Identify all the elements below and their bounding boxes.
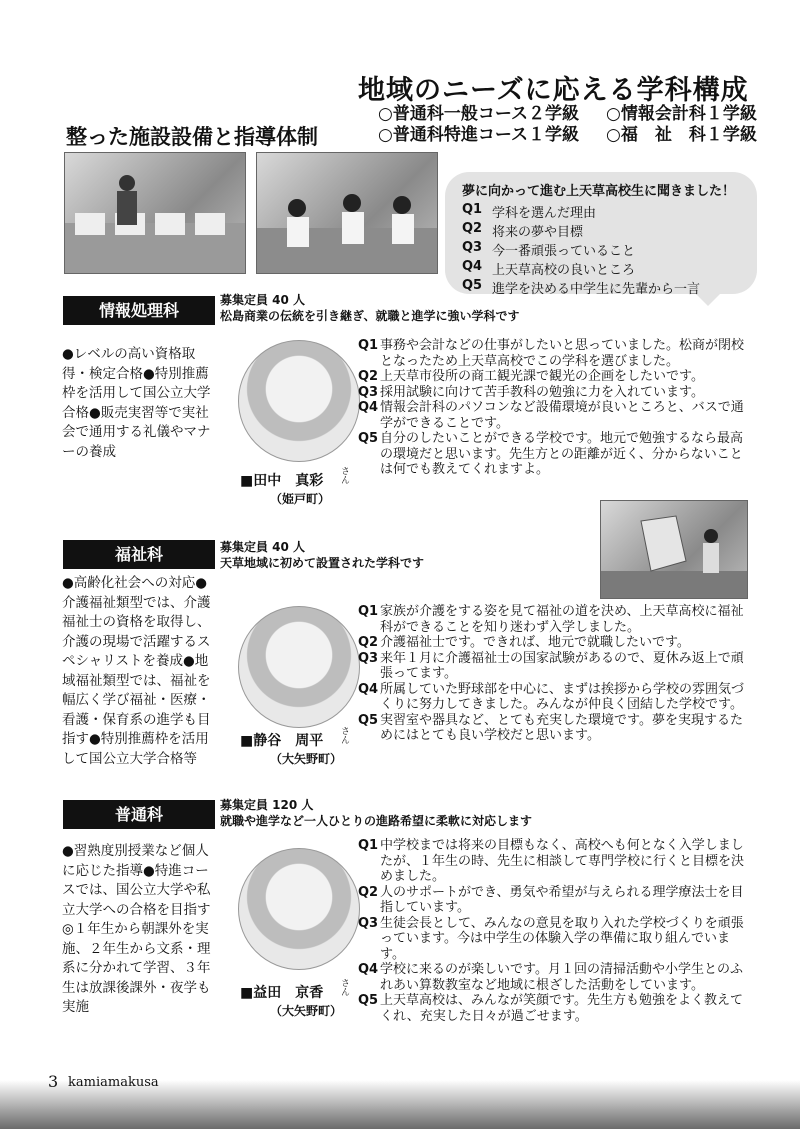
qa-item (358, 604, 752, 635)
qa-answer: 実習室や器具など、とても充実した環境です。夢を実現するためにはとても良い学校だと思います。 (380, 712, 743, 743)
qa-item (358, 682, 752, 713)
qa-question: Q5 (358, 712, 379, 728)
qa-question: Q2 (358, 369, 379, 384)
qa-answer: 採用試験に向けて苦手教科の勉強に力を入れています。 (380, 384, 704, 400)
question-text: 進学を決める中学生に先輩から一言 (492, 282, 701, 297)
page-number: 3 (48, 1072, 59, 1091)
qa-item (358, 916, 752, 963)
question-number: Q5 (462, 278, 483, 293)
qa-question: Q4 (358, 681, 379, 697)
student-town: （大矢野町） (270, 1004, 343, 1018)
qa-answer: 介護福祉士です。できれば、地元で就職したいです。 (380, 635, 690, 650)
student-town: （姫戸町） (270, 492, 331, 506)
qa-answer: 事務や会計などの仕事がしたいと思っていました。松商が閉校となったため上天草高校でこの学科を選びました。 (380, 338, 745, 369)
student-portrait (238, 848, 360, 970)
course-item: ○福 祉 科１学級 (606, 125, 757, 145)
classroom-photo (256, 152, 438, 274)
question-text: 今一番頑張っていること (492, 244, 636, 259)
qa-question: Q3 (358, 384, 379, 400)
question-text: 上天草高校の良いところ (492, 263, 636, 278)
qa-answer: 所属していた野球部を中心に、まずは挨拶から学校の雰囲気づくりに努力してきました。みんなが仲良く団結した学校です。 (380, 681, 745, 712)
bubble-question (462, 202, 596, 221)
qa-question: Q4 (358, 400, 379, 415)
student-town: （大矢野町） (270, 752, 343, 766)
course-item: ○普通科一般コース２学級 (378, 104, 579, 124)
qa-item (358, 635, 752, 651)
qa-item (358, 651, 752, 682)
dept-badge-info: 情報処理科 (63, 296, 215, 325)
bubble-title: 夢に向かって進む上天草高校生に聞きました！ (462, 184, 736, 199)
qa-list (358, 604, 752, 744)
qa-item (358, 993, 752, 1024)
qa-question: Q2 (358, 884, 379, 900)
qa-answer: 学校に来るのが楽しいです。月１回の清掃活動や小学生とのふれあい算数教室など地域に根ざした活動をしています。 (380, 962, 743, 993)
qa-item (358, 369, 752, 385)
honorific: さん (339, 466, 349, 484)
course-item: ○普通科特進コース１学級 (378, 125, 579, 145)
qa-item (358, 385, 752, 401)
qa-question: Q2 (358, 635, 379, 650)
question-text: 学科を選んだ理由 (492, 206, 597, 221)
question-number: Q1 (462, 202, 483, 217)
qa-question: Q4 (358, 962, 379, 977)
dept-description: ●習熟度別授業など個人に応じた指導●特進コースでは、国公立大学や私立大学への合格を目指す◎１年生から朝課外を実施、２年生から文系・理系に分かれて学習、３年生は放課後課外・夜学も実施 (62, 843, 211, 1015)
dept-badge-general: 普通科 (63, 800, 215, 829)
student-name: ■田中 真彩 (240, 473, 324, 489)
dept-tagline: 就職や進学など一人ひとりの進路希望に柔軟に対応します (220, 814, 533, 828)
dept-tagline: 松島商業の伝統を引き継ぎ、就職と進学に強い学科です (220, 309, 520, 323)
qa-question: Q1 (358, 838, 379, 853)
question-number: Q2 (462, 221, 483, 236)
qa-question: Q1 (358, 338, 379, 353)
dept-description: ●高齢化社会への対応●介護福祉類型では、介護福祉士の資格を取得し、介護の現場で活躍するスペシャリストを養成●地域福祉類型では、福祉を幅広く学び福祉・医療・看護・保育系の進学も目指す●特別推薦枠を活用して国公立大学合格等 (62, 575, 211, 767)
recruit-count: 募集定員 40 人 (220, 540, 306, 554)
qa-answer: 中学校までは将来の目標もなく、高校へも何となく入学しましたが、１年生の時、先生に相談して専門学校に行くと目標を決めました。 (380, 838, 745, 884)
qa-item (358, 431, 752, 478)
qa-item (358, 400, 752, 431)
qa-answer: 人のサポートができ、勇気や希望が与えられる理学療法士を目指しています。 (380, 884, 744, 915)
dept-badge-welfare: 福祉科 (63, 540, 215, 569)
qa-answer: 上天草市役所の商工観光課で観光の企画をしたいです。 (380, 369, 704, 384)
qa-answer: 家族が介護をする姿を見て福祉の道を決め、上天草高校に福祉科ができることを知り迷わず入学しました。 (380, 604, 744, 635)
honorific: さん (339, 726, 349, 744)
bubble-question (462, 259, 635, 278)
qa-item (358, 962, 752, 993)
footer-site: kamiamakusa (68, 1075, 159, 1090)
bubble-question (462, 240, 635, 259)
qa-question: Q3 (358, 650, 379, 666)
question-text: 将来の夢や目標 (492, 225, 584, 240)
classroom-image (65, 153, 245, 273)
facility-title: 整った施設設備と指導体制 (66, 125, 318, 149)
qa-answer: 生徒会長として、みんなの意見を取り入れた学校づくりを頑張っています。今は中学生の体験入学の準備に取り組んでいます。 (380, 915, 744, 962)
qa-item (358, 838, 752, 885)
classroom-image (257, 153, 437, 273)
qa-question: Q5 (358, 993, 379, 1008)
bubble-question (462, 278, 700, 297)
question-number: Q3 (462, 240, 483, 255)
honorific: さん (339, 978, 349, 996)
student-portrait (238, 606, 360, 728)
course-item: ○情報会計科１学級 (606, 104, 757, 124)
dept-tagline: 天草地域に初めて設置された学科です (220, 556, 425, 570)
qa-item (358, 338, 752, 369)
student-name: ■静谷 周平 (240, 733, 324, 749)
bubble-question (462, 221, 583, 240)
care-training-photo (600, 500, 748, 599)
qa-question: Q5 (358, 431, 379, 446)
student-name: ■益田 京香 (240, 985, 324, 1001)
question-number: Q4 (462, 259, 483, 274)
qa-question: Q3 (358, 915, 379, 931)
qa-answer: 自分のしたいことができる学校です。地元で勉強するなら最高の環境だと思います。先生方との距離が近く、分からないことは何でも教えてくれますよ。 (380, 431, 743, 477)
qa-item (358, 885, 752, 916)
qa-answer: 来年１月に介護福祉士の国家試験があるので、夏休み返上で頑張ってます。 (380, 650, 744, 681)
qa-list (358, 838, 752, 1024)
qa-item (358, 713, 752, 744)
qa-answer: 上天草高校は、みんなが笑顔です。先生方も勉強をよく教えてくれ、充実した日々が過ごせます。 (380, 993, 743, 1024)
course-list (378, 104, 757, 146)
recruit-count: 募集定員 120 人 (220, 798, 314, 812)
page-title: 地域のニーズに応える学科構成 (358, 75, 749, 106)
qa-list (358, 338, 752, 478)
recruit-count: 募集定員 40 人 (220, 293, 306, 307)
qa-question: Q1 (358, 604, 379, 619)
qa-answer: 情報会計科のパソコンなど設備環境が良いところと、バスで通学ができることです。 (380, 400, 744, 431)
computer-lab-photo (64, 152, 246, 274)
care-room-image (601, 501, 747, 598)
dept-description: ●レベルの高い資格取得・検定合格●特別推薦枠を活用して国公立大学合格●販売実習等で実社会で通用する礼儀やマナーの養成 (62, 346, 211, 460)
student-portrait (238, 340, 360, 462)
